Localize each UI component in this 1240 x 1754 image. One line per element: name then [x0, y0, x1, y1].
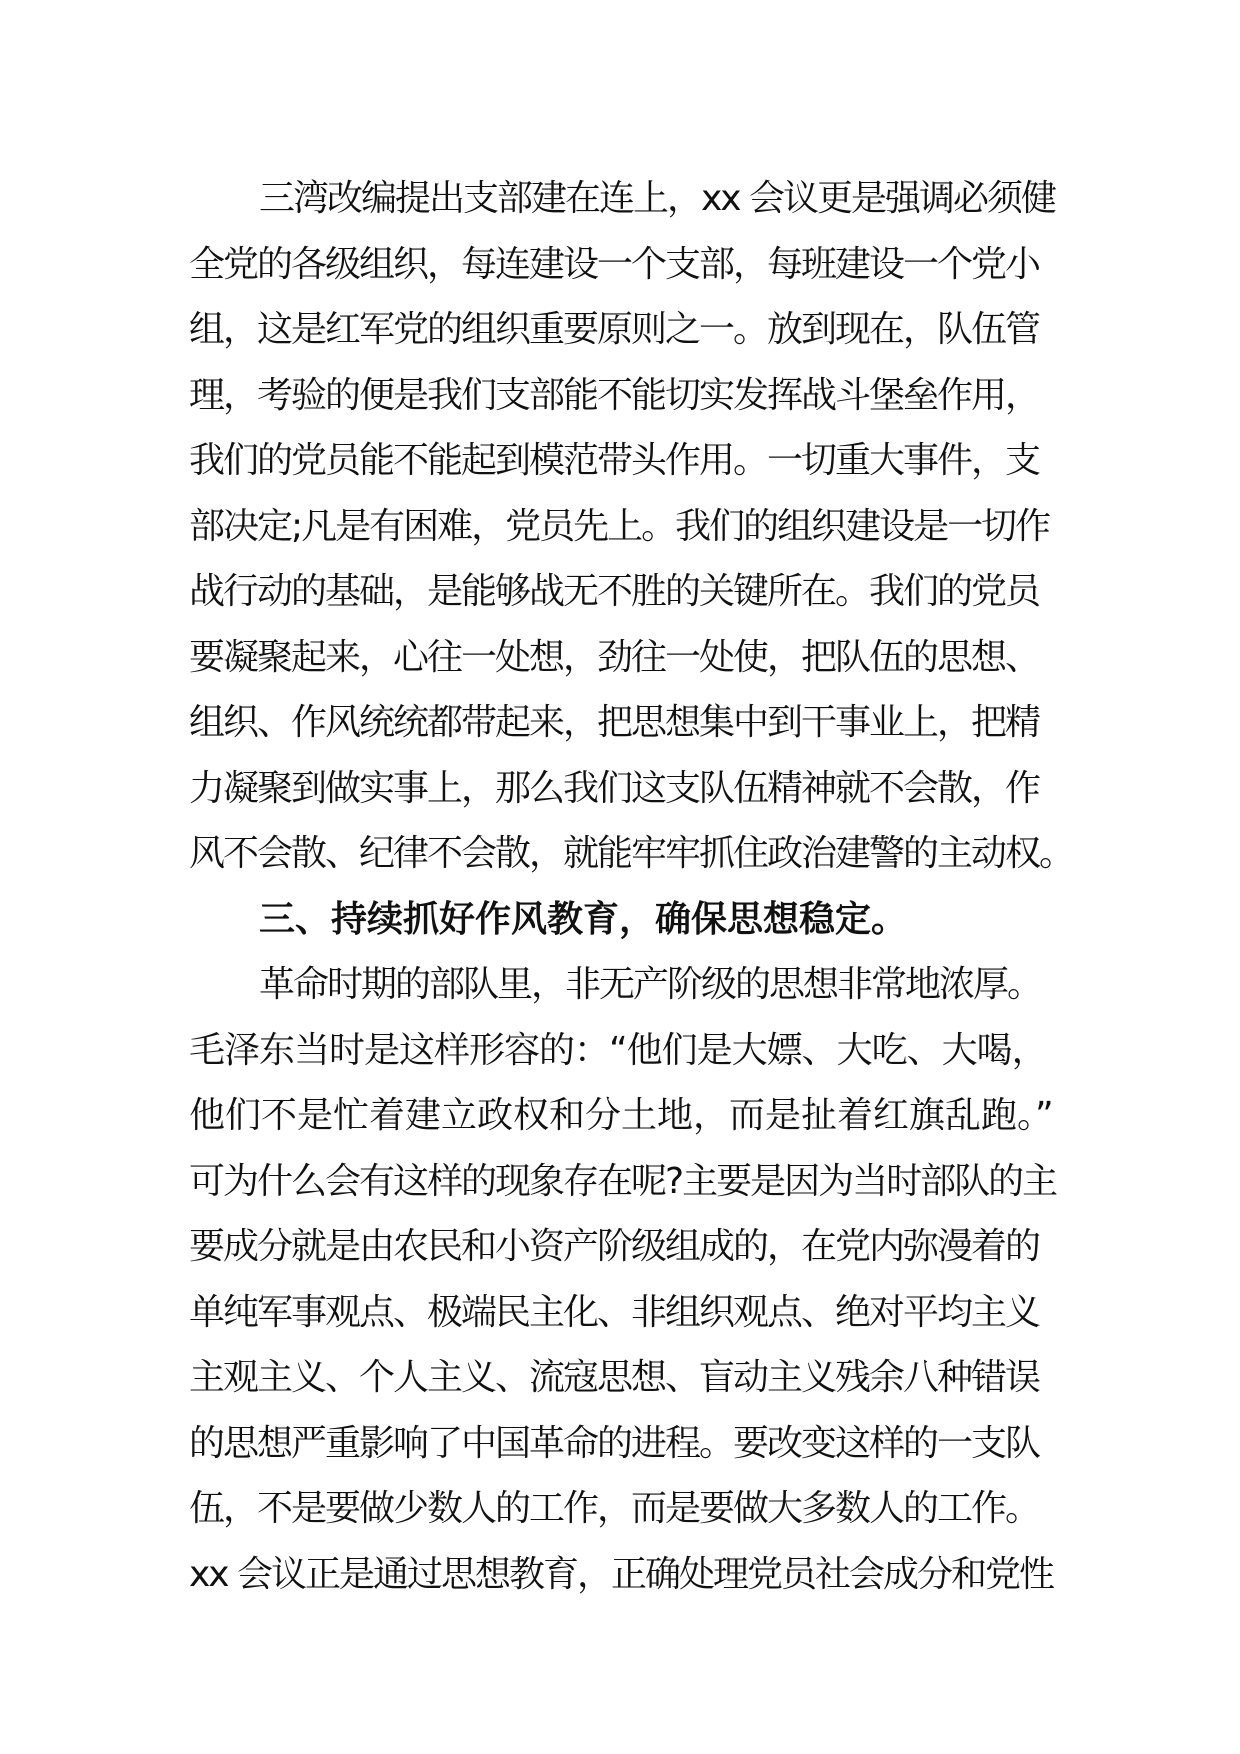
- paragraph-1-line-5: 我们的党员能不能起到模范带头作用。一切重大事件，支: [189, 440, 1040, 481]
- paragraph-1-line-4: 理，考验的便是我们支部能不能切实发挥战斗堡垒作用，: [189, 374, 1040, 416]
- paragraph-1-line-9: 组织、作风统统都带起来，把思想集中到干事业上，把精: [189, 702, 1040, 743]
- paragraph-1-line-7: 战行动的基础，是能够战无不胜的关键所在。我们的党员: [189, 571, 1040, 612]
- paragraph-2-line-8: 的思想严重影响了中国革命的进程。要改变这样的一支队: [189, 1422, 1040, 1464]
- paragraph-2-line-7: 主观主义、个人主义、流寇思想、盲动主义残余八种错误: [189, 1357, 1040, 1398]
- paragraph-2-line-9: 伍，不是要做少数人的工作，而是要做大多数人的工作。: [189, 1488, 1040, 1529]
- paragraph-2-line-1: 革命时期的部队里，非无产阶级的思想非常地浓厚。: [259, 964, 1042, 1005]
- paragraph-2-line-2: 毛泽东当时是这样形容的：“他们是大嫖、大吃、大喝，: [189, 1029, 1047, 1071]
- paragraph-2-line-4: 可为什么会有这样的现象存在呢?主要是因为当时部队的主: [189, 1160, 1057, 1202]
- section-heading: 三、持续抓好作风教育，确保思想稳定。: [259, 898, 908, 940]
- paragraph-1-line-3: 组，这是红军党的组织重要原则之一。放到现在，队伍管: [189, 309, 1040, 350]
- paragraph-1-line-1: 三湾改编提出支部建在连上，xx 会议更是强调必须健: [259, 178, 1056, 219]
- body-text: [189, 166, 1074, 1607]
- paragraph-1-line-11: 风不会散、纪律不会散，就能牢牢抓住政治建警的主动权。: [189, 833, 1074, 874]
- paragraph-2-line-5: 要成分就是由农民和小资产阶级组成的，在党内弥漫着的: [189, 1226, 1040, 1267]
- paragraph-1-line-10: 力凝聚到做实事上，那么我们这支队伍精神就不会散，作: [189, 767, 1040, 809]
- paragraph-2-line-3: 他们不是忙着建立政权和分土地，而是扯着红旗乱跑。”: [189, 1095, 1054, 1136]
- paragraph-2-line-6: 单纯军事观点、极端民主化、非组织观点、绝对平均主义: [189, 1291, 1040, 1333]
- paragraph-1-line-6: 部决定;凡是有困难，党员先上。我们的组织建设是一切作: [189, 505, 1050, 547]
- paragraph-1-line-2: 全党的各级组织，每连建设一个支部，每班建设一个党小: [189, 243, 1040, 285]
- paragraph-2-line-10: xx 会议正是通过思想教育，正确处理党员社会成分和党性: [189, 1553, 1054, 1595]
- paragraph-1-line-8: 要凝聚起来，心往一处想，劲往一处使，把队伍的思想、: [189, 636, 1040, 678]
